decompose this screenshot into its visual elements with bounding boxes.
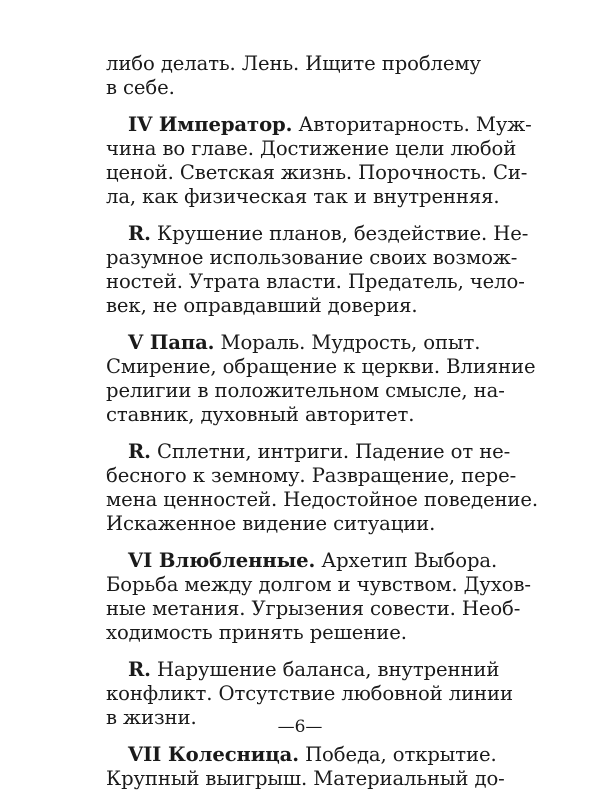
paragraph	[106, 222, 529, 318]
card-title: R.	[128, 440, 151, 463]
text-line	[106, 464, 517, 488]
line-text: в жизни.	[106, 706, 197, 729]
line-text: Крупный выигрыш. Материальный до-	[106, 767, 505, 790]
text-line	[106, 222, 529, 246]
line-text: Архетип Выбора.	[315, 549, 498, 572]
line-text: Крушение планов, бездействие. Не-	[150, 222, 529, 245]
line-text: Авторитарность. Муж-	[292, 113, 532, 136]
line-text: Сплетни, интриги. Падение от не-	[150, 440, 511, 463]
line-text: Победа, открытие.	[298, 743, 497, 766]
text-line	[106, 270, 525, 294]
line-text: век, не оправдавший доверия.	[106, 294, 418, 317]
paragraph	[106, 52, 481, 100]
text-line	[106, 682, 513, 706]
paragraph	[106, 440, 539, 536]
text-line	[106, 379, 505, 403]
line-text: разумное использование своих возмож-	[106, 246, 518, 269]
line-text: конфликт. Отсутствие любовной линии	[106, 682, 513, 705]
card-title: R.	[128, 658, 151, 681]
paragraph	[106, 743, 505, 791]
line-text: либо делать. Лень. Ищите проблему	[106, 52, 481, 75]
card-title: VI Влюбленные.	[128, 549, 316, 572]
text-line	[106, 743, 497, 767]
text-line	[106, 767, 505, 791]
text-line	[106, 76, 468, 100]
text-line	[106, 658, 500, 682]
text-line	[106, 246, 518, 270]
line-text: Нарушение баланса, внутренний	[150, 658, 500, 681]
line-text: Мораль. Мудрость, опыт.	[214, 331, 481, 354]
line-text: в себе.	[106, 76, 175, 99]
line-text: ные метания. Угрызения совести. Необ-	[106, 597, 521, 620]
text-line	[106, 52, 481, 76]
text-line	[106, 488, 539, 512]
text-line	[106, 573, 531, 597]
text-line	[106, 512, 468, 536]
text-line	[106, 185, 500, 209]
line-text: чина во главе. Достижение цели любой	[106, 137, 517, 160]
line-text: мена ценностей. Недостойное поведение.	[106, 488, 539, 511]
line-text: ностей. Утрата власти. Предатель, чело-	[106, 270, 525, 293]
text-line	[106, 355, 536, 379]
text-line	[106, 161, 528, 185]
paragraph	[106, 549, 531, 645]
text-line	[106, 113, 532, 137]
text-line	[106, 331, 481, 355]
text-line	[106, 597, 521, 621]
paragraph	[106, 113, 532, 209]
book-page-text	[106, 52, 539, 804]
text-line	[106, 549, 498, 573]
line-text: ценой. Светская жизнь. Порочность. Си-	[106, 161, 528, 184]
card-title: V Папа.	[128, 331, 215, 354]
text-line	[106, 440, 511, 464]
line-text: ходимость принять решение.	[106, 621, 407, 644]
line-text: Смирение, обращение к церкви. Влияние	[106, 355, 536, 378]
line-text: религии в положительном смысле, на-	[106, 379, 505, 402]
line-text: Борьба между долгом и чувством. Духов-	[106, 573, 531, 596]
text-line	[106, 403, 468, 427]
line-text: ла, как физическая так и внутренняя.	[106, 185, 500, 208]
paragraph	[106, 331, 536, 427]
line-text: бесного к земному. Развращение, пере-	[106, 464, 517, 487]
card-title: IV Император.	[128, 113, 293, 136]
page-number: —6—	[277, 717, 323, 737]
line-text: ставник, духовный авторитет.	[106, 403, 415, 426]
line-text: Искаженное видение ситуации.	[106, 512, 436, 535]
text-line	[106, 137, 517, 161]
text-line	[106, 621, 468, 645]
text-line	[106, 294, 468, 318]
card-title: R.	[128, 222, 151, 245]
card-title: VII Колесница.	[128, 743, 299, 766]
